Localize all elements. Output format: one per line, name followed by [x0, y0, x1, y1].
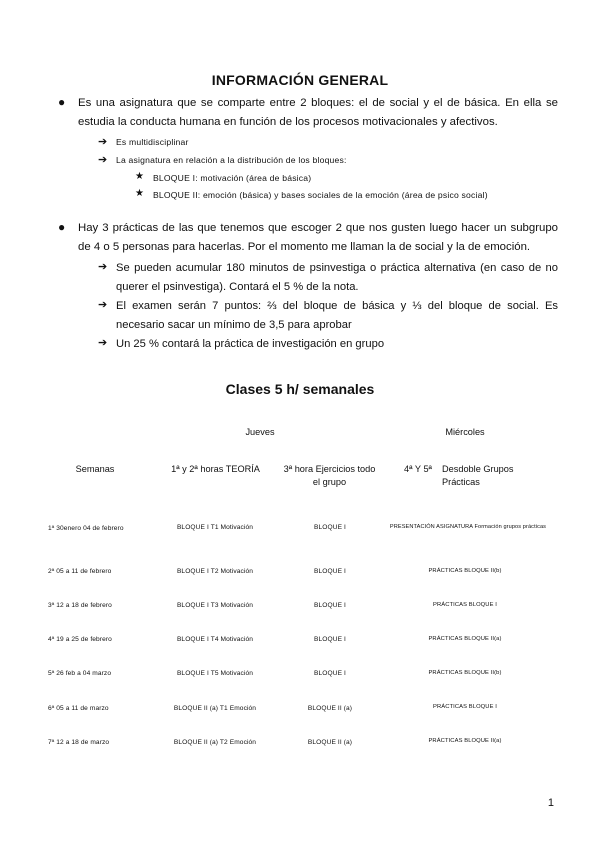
star-item-bloque-1: BLOQUE I: motivación (área de básica): [153, 173, 312, 183]
header-teoria: 1ª y 2ª horas TEORÍA: [171, 464, 260, 474]
row-7-teoria: BLOQUE II (a) T2 Emoción: [173, 739, 257, 746]
arrow-icon: ➔: [98, 154, 108, 166]
sub-item-distribucion: La asignatura en relación a la distribución de los bloques:: [116, 155, 347, 165]
row-1-hora3: BLOQUE I: [314, 524, 346, 531]
row-3-semana: 3ª 12 a 18 de febrero: [48, 602, 112, 609]
row-3-practica: PRÁCTICAS BLOQUE I: [433, 602, 497, 608]
sub-item-multidisciplinar: Es multidisciplinar: [116, 137, 189, 147]
row-7-hora3: BLOQUE II (a): [307, 739, 353, 746]
row-2-hora3: BLOQUE I: [314, 568, 346, 575]
bullet-dot-icon: ●: [58, 95, 66, 109]
row-7-practica: PRÁCTICAS BLOQUE II(a): [428, 738, 502, 744]
header-hora45: 4ª Y 5ª: [404, 464, 432, 474]
star-item-bloque-2: BLOQUE II: emoción (básica) y bases sociales de la emoción (área de psico social): [153, 190, 488, 200]
sub-item-practica-grupo: Un 25 % contará la práctica de investigación en grupo: [116, 338, 385, 350]
page-title: INFORMACIÓN GENERAL: [211, 72, 389, 88]
arrow-icon: ➔: [98, 136, 108, 148]
row-5-semana: 5ª 26 feb a 04 marzo: [48, 670, 112, 677]
header-miercoles: Miércoles: [445, 427, 485, 437]
bullet-1-text: Es una asignatura que se comparte entre 2 bloques: el de social y el de básica. En ella se estudia la conducta humana en función de los procesos motivacionales y afectivos.: [78, 97, 558, 128]
row-4-teoria: BLOQUE I T4 Motivación: [176, 636, 254, 643]
bullet-dot-icon: ●: [58, 220, 66, 234]
star-icon: ★: [135, 171, 144, 182]
header-semanas: Semanas: [75, 464, 115, 474]
arrow-icon: ➔: [98, 299, 108, 311]
row-6-semana: 6ª 05 a 11 de marzo: [48, 705, 109, 712]
row-1-semana: 1ª 30enero 04 de febrero: [48, 525, 124, 532]
arrow-icon: ➔: [98, 261, 108, 273]
arrow-icon: ➔: [98, 337, 108, 349]
row-2-teoria: BLOQUE I T2 Motivación: [176, 568, 254, 575]
row-5-teoria: BLOQUE I T5 Motivación: [176, 670, 254, 677]
row-6-teoria: BLOQUE II (a) T1 Emoción: [173, 705, 257, 712]
row-3-hora3: BLOQUE I: [314, 602, 346, 609]
row-6-hora3: BLOQUE II (a): [307, 705, 353, 712]
row-2-practica: PRÁCTICAS BLOQUE II(b): [428, 568, 502, 574]
row-2-semana: 2ª 05 a 11 de febrero: [48, 568, 112, 575]
header-jueves: Jueves: [245, 427, 275, 437]
row-5-hora3: BLOQUE I: [314, 670, 346, 677]
row-6-practica: PRÁCTICAS BLOQUE I: [433, 704, 497, 710]
bullet-2-text: Hay 3 prácticas de las que tenemos que escoger 2 que nos gusten luego hacer un subgrupo de 4 o 5 personas para hacerlas. Por el momento me llaman la de social y la de emoción.: [78, 222, 558, 253]
sub-item-examen: El examen serán 7 puntos: ⅔ del bloque de básica y ⅓ del bloque de social. Es necesario sacar un mínimo de 3,5 para aprobar: [116, 300, 558, 331]
page-number: 1: [547, 797, 554, 809]
row-1-practica: PRESENTACIÓN ASIGNATURA Formación grupos prácticas: [389, 524, 547, 530]
clases-title: Clases 5 h/ semanales: [225, 381, 375, 397]
row-4-hora3: BLOQUE I: [314, 636, 346, 643]
row-4-semana: 4ª 19 a 25 de febrero: [48, 636, 112, 643]
row-3-teoria: BLOQUE I T3 Motivación: [176, 602, 254, 609]
row-7-semana: 7ª 12 a 18 de marzo: [48, 739, 110, 746]
header-desdoble: Desdoble Grupos Prácticas: [442, 464, 514, 487]
row-4-practica: PRÁCTICAS BLOQUE II(a): [428, 636, 502, 642]
star-icon: ★: [135, 188, 144, 199]
sub-item-psinvestiga: Se pueden acumular 180 minutos de psinvestiga o práctica alternativa (en caso de no querer el psinvestiga). Contará el 5 % de la nota.: [116, 262, 558, 293]
row-1-teoria: BLOQUE I T1 Motivación: [176, 524, 254, 531]
row-5-practica: PRÁCTICAS BLOQUE II(b): [428, 670, 502, 676]
header-hora3: 3ª hora Ejercicios todo el grupo: [283, 464, 376, 487]
